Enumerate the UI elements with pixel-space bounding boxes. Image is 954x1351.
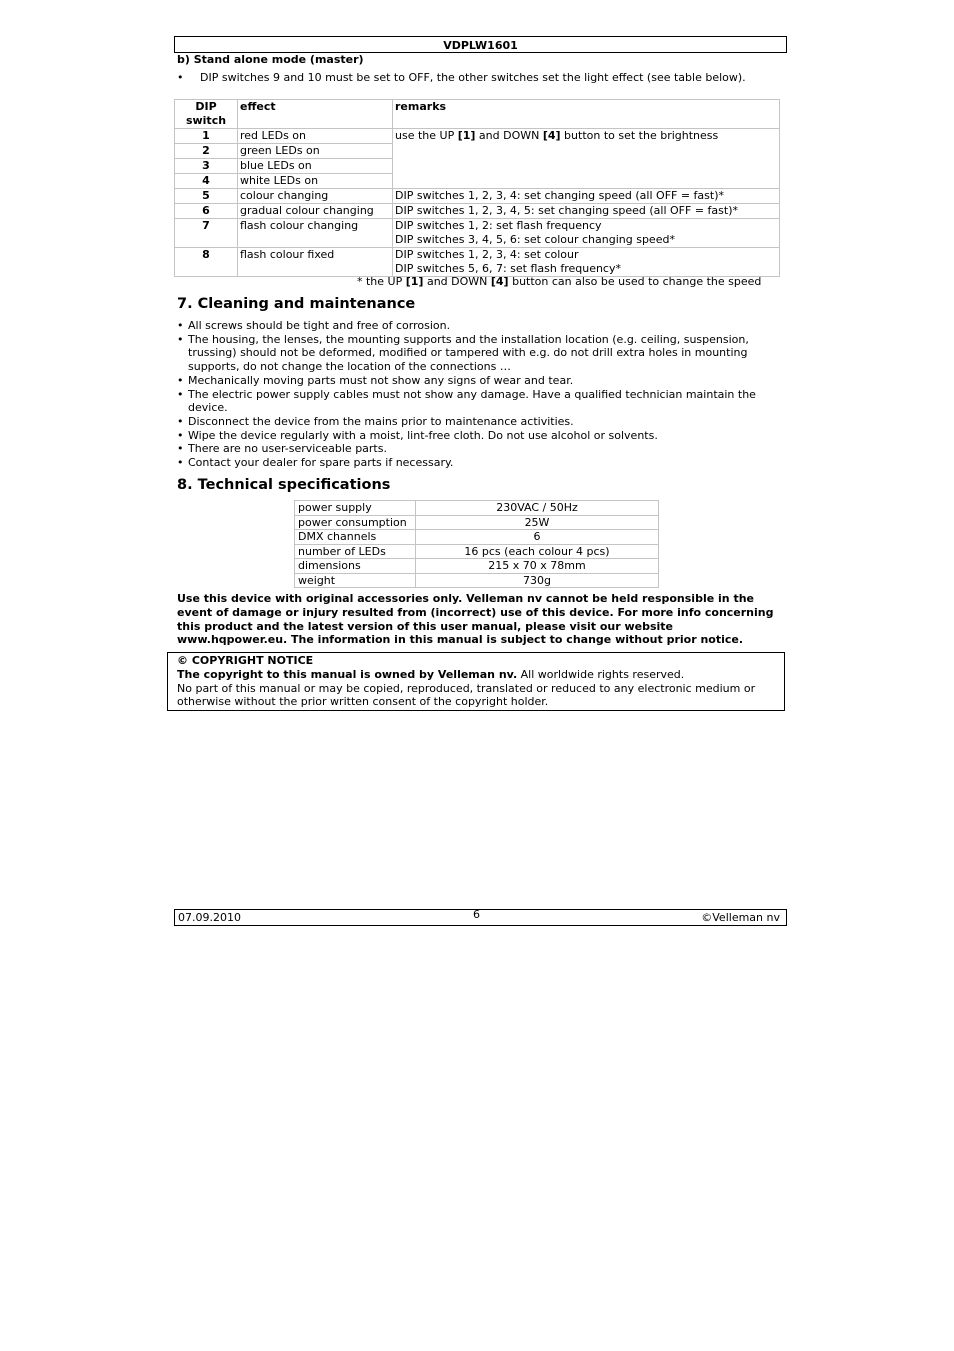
footer-brand: ©Velleman nv — [701, 911, 780, 924]
list-item: • All screws should be tight and free of corrosion. — [177, 319, 777, 333]
table-row: 4 white LEDs on — [175, 174, 780, 189]
footer-date: 07.09.2010 — [178, 911, 241, 924]
brightness-remark: use the UP [1] and DOWN [4] button to set the brightness — [393, 129, 780, 189]
list-item: • There are no user-serviceable parts. — [177, 442, 777, 456]
cleaning-list — [177, 319, 777, 470]
table-header-row — [175, 100, 780, 129]
disclaimer: Use this device with original accessories only. Velleman nv cannot be held responsible in the event of damage or injury resulted from (incorrect) use of this device. For more info concerning this product and the latest version of this user manual, please visit our website www.hqpower.eu. The information in this manual is subject to change without prior notice. — [177, 592, 774, 647]
table-footnote: * the UP [1] and DOWN [4] button can also be used to change the speed — [357, 275, 762, 288]
table-row: dimensions 215 x 70 x 78mm — [295, 559, 659, 574]
copyright-owner: The copyright to this manual is owned by Velleman nv. All worldwide rights reserved. — [177, 667, 685, 681]
list-item: • The housing, the lenses, the mounting supports and the installation location (e.g. ceiling, suspension, trussing) should not be deformed, modified or tampered with e.g. do not drill extra holes in mounting supports, do not change the location of the connections … — [177, 333, 777, 374]
list-item: • Disconnect the device from the mains prior to maintenance activities. — [177, 415, 777, 429]
table-row: 7 flash colour changing DIP switches 1, 2: set flash frequency DIP switches 3, 4, 5, 6: set colour changing speed* — [175, 219, 780, 248]
section-7-title: 7. Cleaning and maintenance — [177, 296, 416, 312]
list-item: • Contact your dealer for spare parts if necessary. — [177, 456, 777, 470]
header-effect: effect — [238, 100, 393, 129]
table-row: weight 730g — [295, 573, 659, 588]
page-header — [174, 36, 787, 53]
header-remarks: remarks — [393, 100, 780, 129]
table-row: 2 green LEDs on — [175, 144, 780, 159]
table-row: 8 flash colour fixed DIP switches 1, 2, 3, 4: set colour DIP switches 5, 6, 7: set flash frequency* — [175, 248, 780, 277]
page-number: 6 — [473, 908, 480, 921]
model-name: VDPLW1601 — [443, 39, 518, 52]
page-footer — [174, 909, 787, 926]
copyright-text: No part of this manual or may be copied, reproduced, translated or reduced to any electronic medium or otherwise without the prior written consent of the copyright holder. — [177, 681, 756, 709]
table-row: DMX channels 6 — [295, 530, 659, 545]
table-row: 3 blue LEDs on — [175, 159, 780, 174]
list-item: • The electric power supply cables must not show any damage. Have a qualified technician maintain the device. — [177, 388, 777, 415]
copyright-title: © COPYRIGHT NOTICE — [177, 654, 314, 667]
table-row: number of LEDs 16 pcs (each colour 4 pcs) — [295, 544, 659, 559]
section-b-title: b) Stand alone mode (master) — [177, 53, 364, 66]
table-row: 6 gradual colour changing DIP switches 1, 2, 3, 4, 5: set changing speed (all OFF = fast)* — [175, 204, 780, 219]
table-row: 5 colour changing DIP switches 1, 2, 3, 4: set changing speed (all OFF = fast)* — [175, 189, 780, 204]
section-8-title: 8. Technical specifications — [177, 477, 391, 493]
dip-switch-table — [174, 99, 780, 277]
section-b-bullet: • DIP switches 9 and 10 must be set to OFF, the other switches set the light effect (see table below). — [177, 71, 746, 84]
specs-table — [294, 500, 659, 588]
copyright-notice — [167, 652, 785, 711]
table-row: power consumption 25W — [295, 515, 659, 530]
header-dip-switch: DIP switch — [175, 100, 238, 129]
list-item: • Wipe the device regularly with a moist, lint-free cloth. Do not use alcohol or solvents. — [177, 429, 777, 443]
table-row: power supply 230VAC / 50Hz — [295, 501, 659, 516]
bullet-icon: • — [177, 71, 184, 84]
list-item: • Mechanically moving parts must not show any signs of wear and tear. — [177, 374, 777, 388]
table-row: 1 red LEDs on use the UP [1] and DOWN [4] button to set the brightness — [175, 129, 780, 144]
